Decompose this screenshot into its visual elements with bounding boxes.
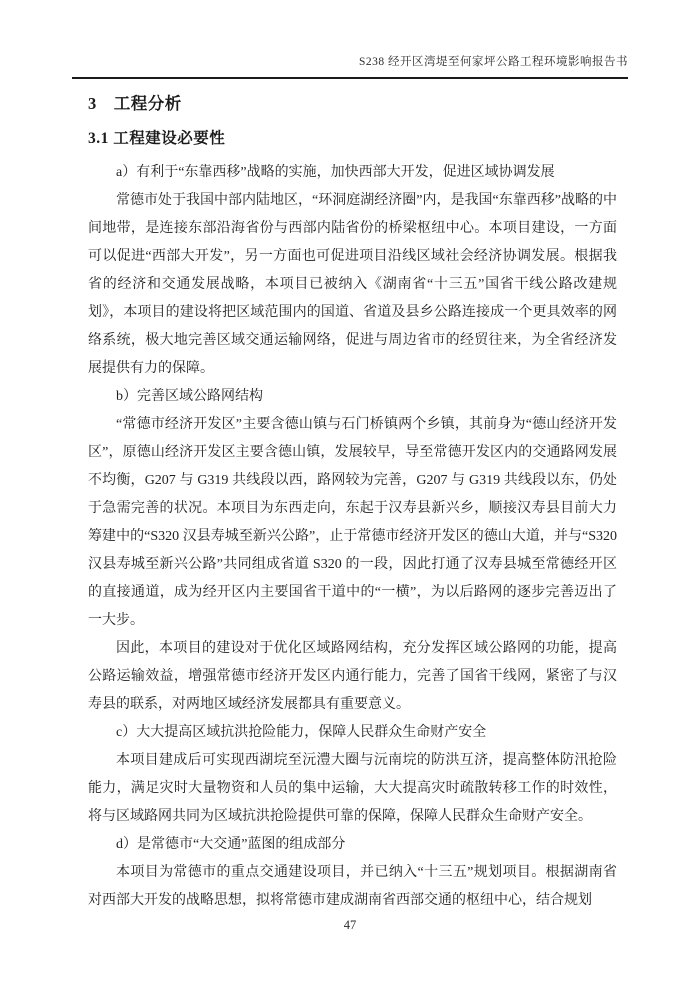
paragraph: 常德市处于我国中部内陆地区，“环洞庭湖经济圈”内，是我国“东靠西移”战略的中间地带，是连接东部沿海省份与西部内陆省份的桥梁枢纽中心。本项目建设，一方面可以促进“西部大开发”，另一方面也可促进项目沿线区域社会经济协调发展。根据我省的经济和交通发展战略，本项目已被纳入《湖南省“十三五”国省干线公路改建规划》，本项目的建设将把区域范围内的国道、省道及县乡公路连接成一个更具效率的网络系统，极大地完善区域交通运输网络，促进与周边省市的经贸往来，为全省经济发展提供有力的保障。 <box>88 193 617 376</box>
section-heading: 3 工程分析 <box>88 94 182 113</box>
clause-c-heading: c）大大提高区域抗洪抢险能力，保障人民群众生命财产安全 <box>116 725 487 740</box>
header-title: S238 经开区湾堤至何家坪公路工程环境影响报告书 <box>358 56 628 68</box>
clause-a-heading: a）有利于“东靠西移”战略的实施，加快西部大开发，促进区域协调发展 <box>116 165 555 180</box>
document-body <box>88 90 617 915</box>
paragraph: “常德市经济开发区”主要含德山镇与石门桥镇两个乡镇，其前身为“德山经济开发区”，原德山经济开发区主要含德山镇，发展较早，导至常德开发区内的交通路网发展不均衡，G207 与 G319 共线段以西，路网较为完善，G207 与 G319 共线段以东，仍处于急需完善的状况。本项目为东西走向，东起于汉寿县新兴乡，顺接汉寿县目前大力筹建中的“S320 汉县寿城至新兴公路”，止于常德市经济开发区的德山大道，并与“S320 汉县寿城至新兴公路”共同组成省道 S320 的一段，因此打通了汉寿县城至常德经开区的直接通道，成为经开区内主要国省干道中的“一横”，为以后路网的逐步完善迈出了一大步。 <box>88 417 617 628</box>
clause-b-heading: b）完善区域公路网结构 <box>116 389 263 404</box>
page-number: 47 <box>343 918 357 932</box>
paragraph: 因此，本项目的建设对于优化区域路网结构，充分发挥区域公路网的功能，提高公路运输效益，增强常德市经济开发区内通行能力，完善了国省干线网，紧密了与汉寿县的联系，对两地区域经济发展都具有重要意义。 <box>88 641 617 712</box>
page-footer <box>0 916 700 934</box>
paragraph: 本项目为常德市的重点交通建设项目，并已纳入“十三五”规划项目。根据湖南省对西部大开发的战略思想，拟将常德市建成湖南省西部交通的枢纽中心，结合规划 <box>88 865 617 908</box>
paragraph: 本项目建成后可实现西湖垸至沅澧大圈与沅南垸的防洪互济，提高整体防汛抢险能力，满足灾时大量物资和人员的集中运输，大大提高灾时疏散转移工作的时效性，将与区域路网共同为区域抗洪抢险提供可靠的保障，保障人民群众生命财产安全。 <box>88 753 617 824</box>
clause-d-heading: d）是常德市“大交通”蓝图的组成部分 <box>116 837 346 852</box>
header-rule <box>72 77 628 79</box>
subsection-heading: 3.1 工程建设必要性 <box>88 130 226 147</box>
